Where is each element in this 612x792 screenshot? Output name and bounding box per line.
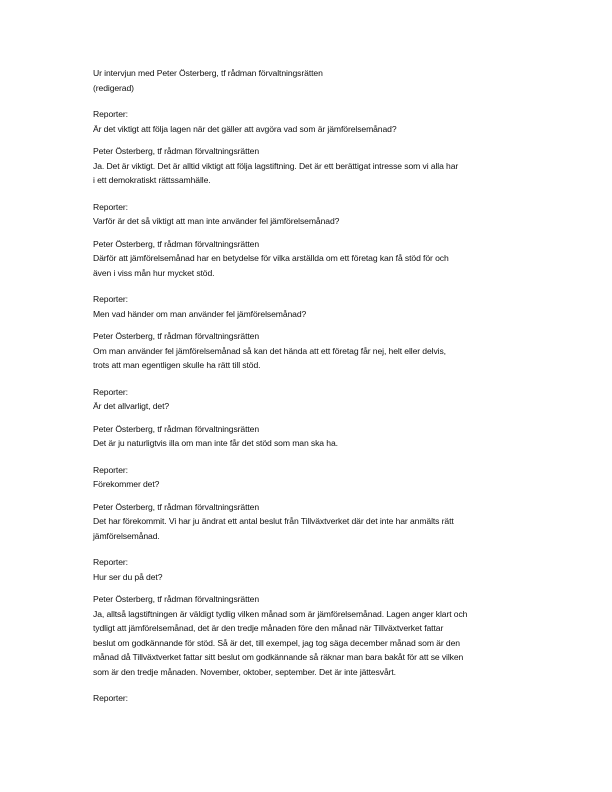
speech-line: som är den tredje månaden. November, oktober, september. Det är inte jättesvårt. [93, 666, 396, 677]
dialogue-entry [93, 463, 542, 492]
speech-line: Varför är det så viktigt att man inte använder fel jämförelsemånad? [93, 216, 340, 226]
dialogue-entry [93, 200, 542, 229]
speech-line: tydligt att jämförelsemånad, det är den tredje månaden före den månad när Tillväxtverket fattar [93, 623, 444, 633]
speaker-label: Reporter: [93, 693, 128, 703]
dialogue-entry [93, 329, 542, 373]
speech-line: Förekommer det? [93, 479, 160, 489]
header-title: Ur intervjun med Peter Österberg, tf rådman förvaltningsrätten [93, 68, 323, 78]
dialogue-entry [93, 691, 542, 706]
speaker-label: Reporter: [93, 386, 128, 397]
speaker-label: Reporter: [93, 109, 128, 119]
speech-line: Därför att jämförelsemånad har en betydelse för vilka arställda om ett företag kan få stöd för och [93, 253, 449, 263]
speaker-label: Peter Österberg, tf rådman förvaltningsrätten [93, 146, 260, 156]
speaker-label: Peter Österberg, tf rådman förvaltningsrätten [93, 501, 260, 512]
speaker-label: Reporter: [93, 464, 128, 475]
speech-line: månad då Tillväxtverket fattar sitt beslut om godkännande så räknar man bara bakåt för att se vilken [93, 652, 464, 662]
dialogue-entry [93, 385, 542, 414]
dialogue-entry [93, 107, 542, 136]
speech-line: Ja. Det är viktigt. Det är alltid viktigt att följa lagstiftning. Det är ett berättigat intresse som vi alla har [93, 160, 459, 171]
dialogue-entry [93, 292, 542, 321]
speech-line: beslut om godkännande för stöd. Så är det, till exempel, jag tog säga december månad som är den [93, 637, 460, 648]
dialogue-entry [93, 237, 542, 281]
speaker-label: Peter Österberg, tf rådman förvaltningsrätten [93, 594, 260, 604]
dialogue-entry [93, 422, 542, 451]
speech-line: Ja, alltså lagstiftningen är väldigt tydlig vilken månad som är jämförelsemånad. Lagen anger klart och [93, 608, 468, 619]
speech-line: trots att man egentligen skulle ha rätt till stöd. [93, 360, 261, 370]
speech-line: Det är ju naturligtvis illa om man inte får det stöd som man ska ha. [93, 438, 338, 448]
speech-line: Om man använder fel jämförelsemånad så kan det hända att ett företag får nej, helt eller delvis, [93, 345, 446, 356]
speech-line: i ett demokratiskt rättssamhälle. [93, 175, 211, 185]
dialogue-entry [93, 500, 542, 544]
speech-line: Hur ser du på det? [93, 571, 163, 582]
speaker-label: Reporter: [93, 557, 128, 567]
dialogue-entry [93, 144, 542, 188]
speech-line: Är det allvarligt, det? [93, 401, 170, 411]
speaker-label: Peter Österberg, tf rådman förvaltningsrätten [93, 423, 260, 434]
speech-line: jämförelsemånad. [93, 530, 160, 541]
speaker-label: Peter Österberg, tf rådman förvaltningsrätten [93, 331, 260, 341]
speech-line: Men vad händer om man använder fel jämförelsemånad? [93, 308, 307, 319]
speech-line: Det har förekommit. Vi har ju ändrat ett antal beslut från Tillväxtverket där det inte har anmälts rätt [93, 516, 454, 526]
speech-line: Är det viktigt att följa lagen när det gäller att avgöra vad som är jämförelsemånad? [93, 123, 397, 134]
dialogue-entry [93, 555, 542, 584]
speaker-label: Reporter: [93, 294, 128, 304]
speech-line: även i viss mån hur mycket stöd. [93, 267, 215, 278]
speaker-label: Peter Österberg, tf rådman förvaltningsrätten [93, 238, 260, 249]
dialogue-entry [93, 592, 542, 679]
document-header [93, 66, 542, 95]
header-subtitle: (redigerad) [93, 82, 134, 93]
speaker-label: Reporter: [93, 201, 128, 212]
